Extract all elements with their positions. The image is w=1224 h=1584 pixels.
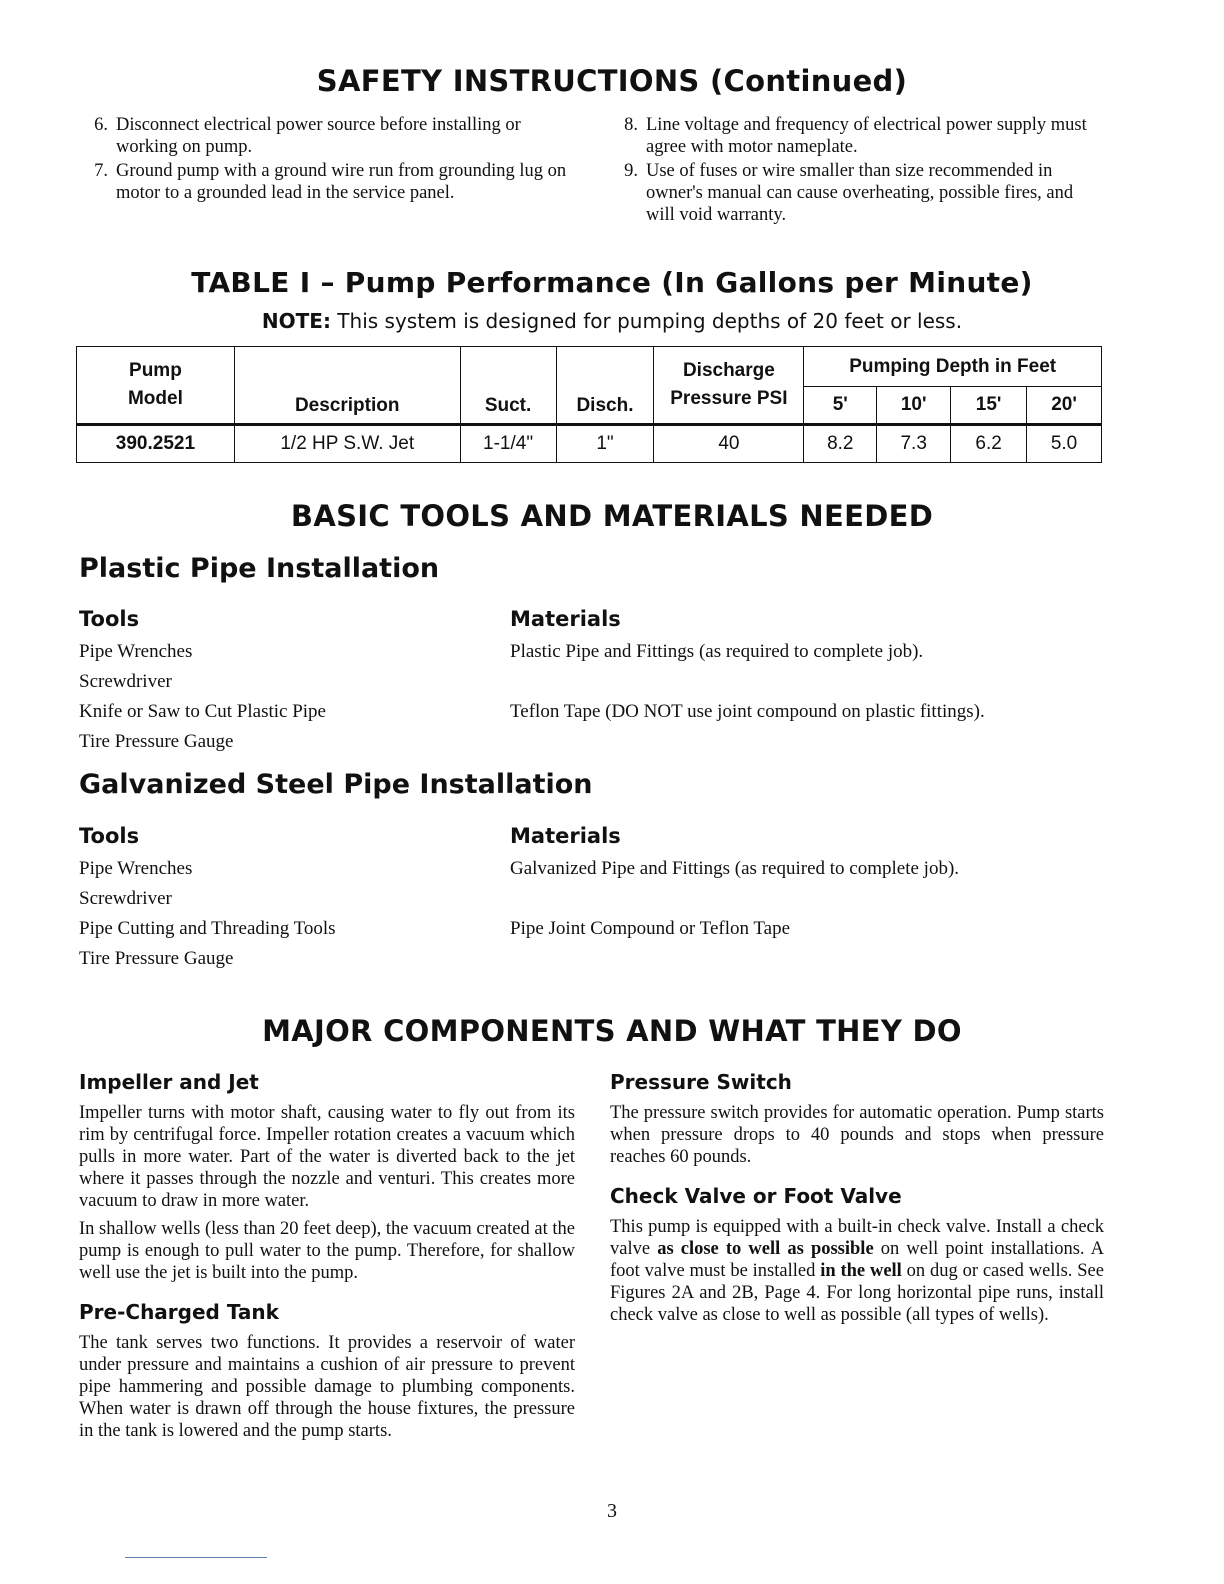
- list-item: Tire Pressure Gauge: [79, 731, 234, 752]
- note-label: NOTE:: [261, 309, 331, 333]
- components-left-column: [79, 1070, 575, 1442]
- plastic-materials-list: [510, 637, 1130, 727]
- check-valve-text-2: on well point installations. A foot valve must be installed: [610, 1239, 1105, 1281]
- safety-title: SAFETY INSTRUCTIONS (Continued): [316, 64, 908, 98]
- header-pressure-psi: Pressure PSI: [670, 388, 788, 409]
- cell-gpm-15: 6.2: [951, 425, 1027, 463]
- table-title: TABLE I – Pump Performance (In Gallons per Minute): [191, 266, 1033, 299]
- pressure-switch-paragraph: The pressure switch provides for automatic operation. Pump starts when pressure drops to 40 pounds and stops when pressure reaches 60 pounds.: [610, 1103, 1104, 1167]
- cell-gpm-10: 7.3: [877, 425, 951, 463]
- tank-paragraph: The tank serves two functions. It provides a reservoir of water under pressure and maintains a cushion of air pressure to prevent pipe hammering and possible damage to plumbing components. When water is drawn off through the house fixtures, the pressure in the tank is lowered and the pump starts.: [79, 1333, 575, 1441]
- plastic-tools-heading: Tools: [79, 607, 140, 631]
- safety-item-number: 8.: [624, 115, 638, 135]
- footer-rule: [125, 1557, 267, 1558]
- list-item: Tire Pressure Gauge: [79, 948, 234, 969]
- header-discharge: Discharge: [682, 360, 775, 381]
- safety-item-6: [78, 114, 574, 158]
- galvanized-materials-list: [510, 854, 1130, 944]
- list-item: Knife or Saw to Cut Plastic Pipe: [79, 701, 326, 722]
- safety-item-text: Ground pump with a ground wire run from grounding lug on motor to a grounded lead in the service panel.: [116, 161, 567, 203]
- safety-item-text: Use of fuses or wire smaller than size recommended in owner's manual can cause overheating, possible fires, and will void warranty.: [646, 161, 1074, 225]
- list-item: Pipe Wrenches: [79, 858, 193, 879]
- safety-left-column: [78, 114, 574, 206]
- table-row: [77, 425, 1102, 463]
- cell-gpm-5: 8.2: [804, 425, 877, 463]
- safety-item-7: [78, 160, 574, 204]
- cell-model: 390.2521: [77, 425, 235, 463]
- galvanized-tools-list: [79, 854, 499, 974]
- components-section-title: MAJOR COMPONENTS AND WHAT THEY DO: [262, 1014, 962, 1048]
- impeller-paragraph-1: Impeller turns with motor shaft, causing water to fly out from its rim by centrifugal force. Impeller rotation creates a vacuum which pulls in more water. Part of the water is diverted back to the jet where it passes through the nozzle and venturi. This creates more vacuum to draw in more water.: [79, 1103, 575, 1211]
- pump-performance-table: [76, 346, 1102, 463]
- safety-item-number: 7.: [94, 161, 108, 181]
- tank-heading: Pre-Charged Tank: [79, 1300, 279, 1324]
- galvanized-tools-heading: Tools: [79, 824, 140, 848]
- check-valve-text-1: This pump is equipped with a built-in check valve. Install a check valve: [610, 1217, 1104, 1259]
- check-valve-bold-2: in the well: [820, 1261, 902, 1281]
- galvanized-pipe-title: Galvanized Steel Pipe Installation: [79, 769, 593, 800]
- list-item: Pipe Wrenches: [79, 641, 193, 662]
- cell-disch: 1": [556, 425, 654, 463]
- check-valve-text-3: on dug or cased wells. See Figures 2A and 2B, Page 4. For long horizontal pipe runs, install check valve as close to well as possible (all types of wells).: [610, 1261, 1104, 1325]
- header-depth-10: 10': [877, 387, 951, 425]
- header-depth-15: 15': [951, 387, 1027, 425]
- impeller-paragraph-2: In shallow wells (less than 20 feet deep), the vacuum created at the pump is enough to pull water to the pump. Therefore, for shallow well use the jet is built into the pump.: [79, 1219, 575, 1283]
- components-right-column: [610, 1070, 1104, 1326]
- check-valve-bold-1: as close to well as possible: [657, 1239, 874, 1259]
- header-depth-5: 5': [804, 387, 877, 425]
- list-item: Pipe Cutting and Threading Tools: [79, 918, 336, 939]
- galvanized-materials-heading: Materials: [510, 824, 621, 848]
- list-item: Teflon Tape (DO NOT use joint compound on plastic fittings).: [510, 701, 985, 722]
- plastic-tools-list: [79, 637, 499, 757]
- header-disch: Disch.: [556, 347, 654, 425]
- safety-item-text: Disconnect electrical power source before installing or working on pump.: [116, 115, 521, 157]
- cell-suct: 1-1/4": [460, 425, 556, 463]
- table-note: [0, 309, 1224, 333]
- pressure-switch-heading: Pressure Switch: [610, 1070, 792, 1094]
- list-item: Pipe Joint Compound or Teflon Tape: [510, 918, 791, 939]
- header-pump: Pump: [129, 360, 182, 381]
- header-pump-model: [77, 347, 235, 425]
- cell-gpm-20: 5.0: [1027, 425, 1102, 463]
- page-number: 3: [607, 1500, 617, 1522]
- safety-right-column: [608, 114, 1104, 228]
- impeller-heading: Impeller and Jet: [79, 1070, 259, 1094]
- header-depth-20: 20': [1027, 387, 1102, 425]
- header-discharge-pressure: [654, 347, 804, 425]
- plastic-pipe-title: Plastic Pipe Installation: [79, 553, 440, 584]
- check-valve-paragraph: [610, 1216, 1104, 1326]
- header-model: Model: [127, 388, 183, 409]
- check-valve-heading: Check Valve or Foot Valve: [610, 1184, 902, 1208]
- plastic-materials-heading: Materials: [510, 607, 621, 631]
- cell-description: 1/2 HP S.W. Jet: [234, 425, 460, 463]
- list-item: Plastic Pipe and Fittings (as required to complete job).: [510, 641, 924, 662]
- header-pumping-depth: Pumping Depth in Feet: [804, 347, 1102, 387]
- list-item: Screwdriver: [79, 671, 172, 692]
- safety-item-text: Line voltage and frequency of electrical power supply must agree with motor nameplate.: [646, 115, 1087, 157]
- cell-pressure: 40: [654, 425, 804, 463]
- safety-item-8: [608, 114, 1104, 158]
- safety-item-number: 9.: [624, 161, 638, 181]
- header-suct: Suct.: [460, 347, 556, 425]
- list-item: Screwdriver: [79, 888, 172, 909]
- safety-item-number: 6.: [94, 115, 108, 135]
- table-header-row-1: [77, 347, 1102, 387]
- header-description: Description: [234, 347, 460, 425]
- safety-item-9: [608, 160, 1104, 226]
- note-text: This system is designed for pumping depths of 20 feet or less.: [330, 309, 963, 333]
- tools-section-title: BASIC TOOLS AND MATERIALS NEEDED: [290, 499, 934, 533]
- list-item: Galvanized Pipe and Fittings (as required to complete job).: [510, 858, 960, 879]
